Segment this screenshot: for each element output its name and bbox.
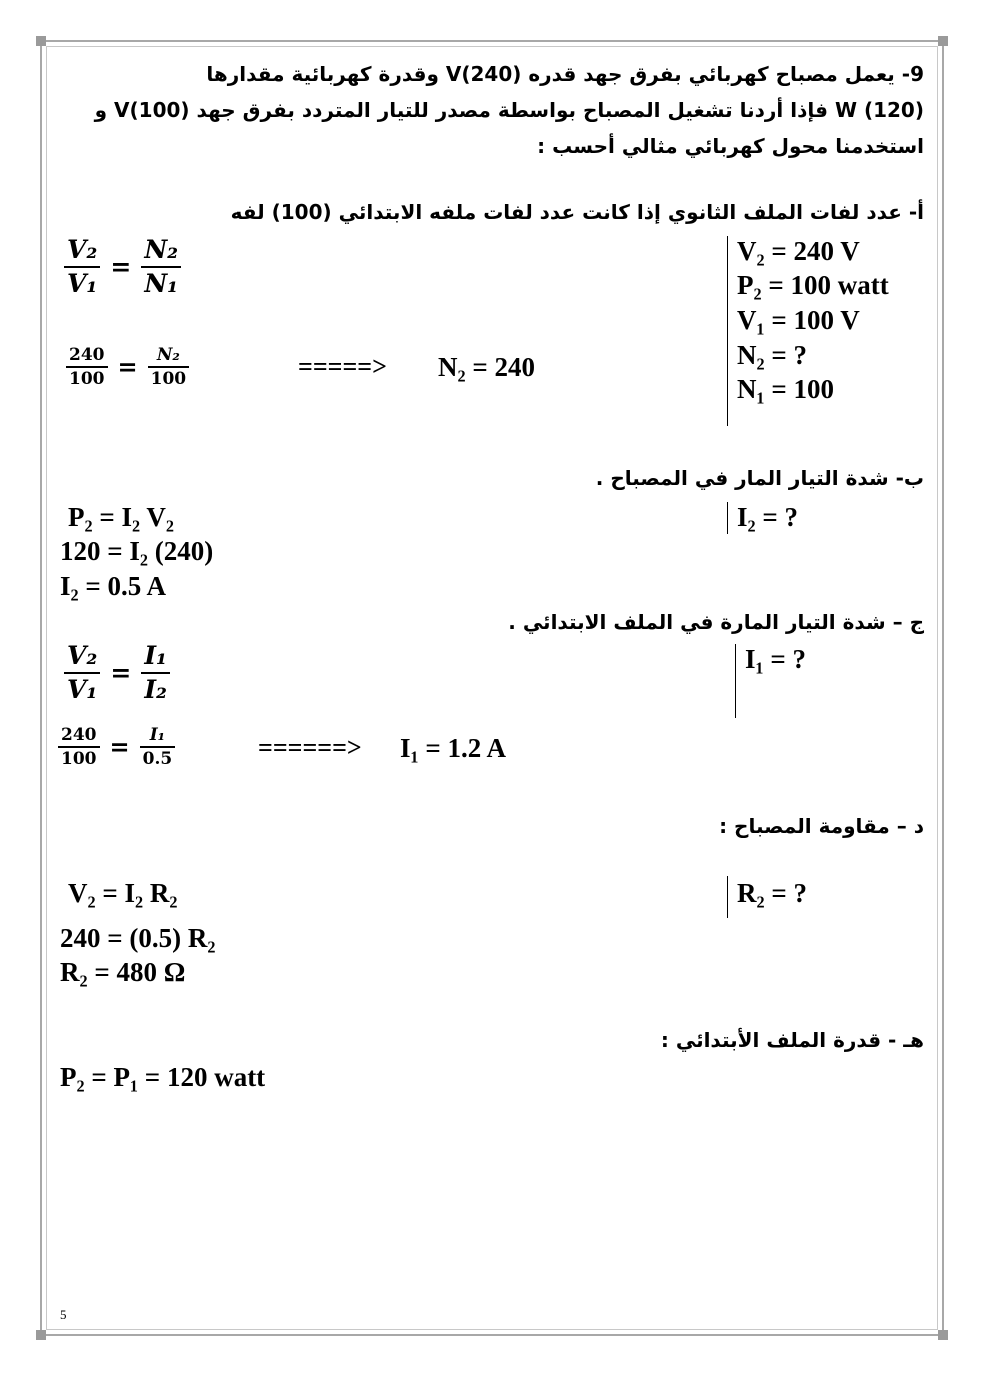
part-c-givens-divider	[735, 644, 736, 718]
fraction	[58, 724, 100, 770]
equals-sign: =	[117, 352, 138, 381]
numerator: I₁	[144, 641, 167, 670]
fraction	[66, 344, 108, 390]
part-d-line-3: R₂ = 480 Ω	[60, 957, 186, 987]
numerator: 240	[69, 345, 105, 365]
part-a-givens-divider	[727, 236, 728, 426]
part-b-givens-divider	[727, 502, 728, 534]
part-b-line-3: I₂ = 0.5 A	[60, 571, 166, 601]
denominator: 100	[58, 746, 100, 770]
corner-ornament-top-right	[938, 36, 948, 46]
equals-sign: =	[110, 658, 132, 687]
part-d-line-1: V₂ = I₂ R₂	[68, 878, 178, 908]
part-e-line-1: P₂ = P₁ = 120 watt	[60, 1062, 266, 1092]
given-p2: P₂ = 100 watt	[737, 270, 889, 300]
corner-ornament-bottom-right	[938, 1330, 948, 1340]
denominator: V₁	[64, 672, 100, 706]
part-c-given: I₁ = ?	[745, 644, 806, 674]
numerator: N₂	[144, 235, 179, 264]
denominator: 0.5	[140, 746, 176, 770]
equals-sign: =	[110, 252, 132, 281]
problem-line-1: 9- يعمل مصباح كهربائي بفرق جهد قدره V(240) وقدرة كهربائية مقدارها	[206, 62, 924, 86]
corner-ornament-top-left	[36, 36, 46, 46]
part-e-question: هـ - قدرة الملف الأبتدائي :	[660, 1028, 924, 1052]
part-c-ratio-formula	[64, 640, 170, 706]
part-c-result: I₁ = 1.2 A	[400, 733, 506, 763]
part-a-substituted-formula	[66, 344, 189, 390]
part-a-arrow: =====>	[298, 352, 387, 381]
part-d-line-2: 240 = (0.5) R₂	[60, 923, 216, 953]
denominator: V₁	[64, 266, 100, 300]
denominator: 100	[148, 366, 190, 390]
part-c-question: ج – شدة التيار المارة في الملف الابتدائي .	[508, 610, 924, 634]
part-b-question: ب- شدة التيار المار في المصباح .	[595, 466, 924, 490]
problem-line-3: استخدمنا محول كهربائي مثالي أحسب :	[537, 134, 924, 158]
part-a-question: أ- عدد لفات الملف الثانوي إذا كانت عدد لفات ملفه الابتدائي (100) لفه	[230, 200, 924, 224]
given-v2: V₂ = 240 V	[737, 236, 860, 266]
part-a-ratio-formula	[64, 234, 181, 300]
part-c-substituted-formula	[58, 724, 175, 770]
part-c-arrow: ======>	[258, 733, 362, 762]
part-d-given: R₂ = ?	[737, 878, 807, 908]
part-b-line-1: P₂ = I₂ V₂	[68, 502, 174, 532]
denominator: I₂	[141, 672, 170, 706]
numerator: N₂	[156, 345, 180, 365]
fraction	[141, 234, 181, 300]
part-b-line-2: 120 = I₂ (240)	[60, 536, 214, 566]
given-n1: N₁ = 100	[737, 374, 834, 404]
given-v1: V₁ = 100 V	[737, 305, 860, 335]
fraction	[148, 344, 190, 390]
fraction	[140, 724, 176, 770]
part-b-given: I₂ = ?	[737, 502, 798, 532]
numerator: V₂	[67, 641, 98, 670]
numerator: V₂	[67, 235, 98, 264]
given-n2: N₂ = ?	[737, 340, 807, 370]
numerator: I₁	[149, 725, 166, 745]
fraction	[64, 234, 100, 300]
part-a-result: N₂ = 240	[438, 352, 535, 382]
problem-line-2: W (120) فإذا أردنا تشغيل المصباح بواسطة مصدر للتيار المتردد بفرق جهد V(100) و	[94, 98, 924, 122]
corner-ornament-bottom-left	[36, 1330, 46, 1340]
fraction	[141, 640, 170, 706]
denominator: N₁	[141, 266, 181, 300]
numerator: 240	[61, 725, 97, 745]
part-d-question: د – مقاومة المصباح :	[719, 814, 924, 838]
fraction	[64, 640, 100, 706]
equals-sign: =	[109, 732, 130, 761]
part-d-givens-divider	[727, 876, 728, 918]
page-number: 5	[60, 1307, 67, 1322]
denominator: 100	[66, 366, 108, 390]
